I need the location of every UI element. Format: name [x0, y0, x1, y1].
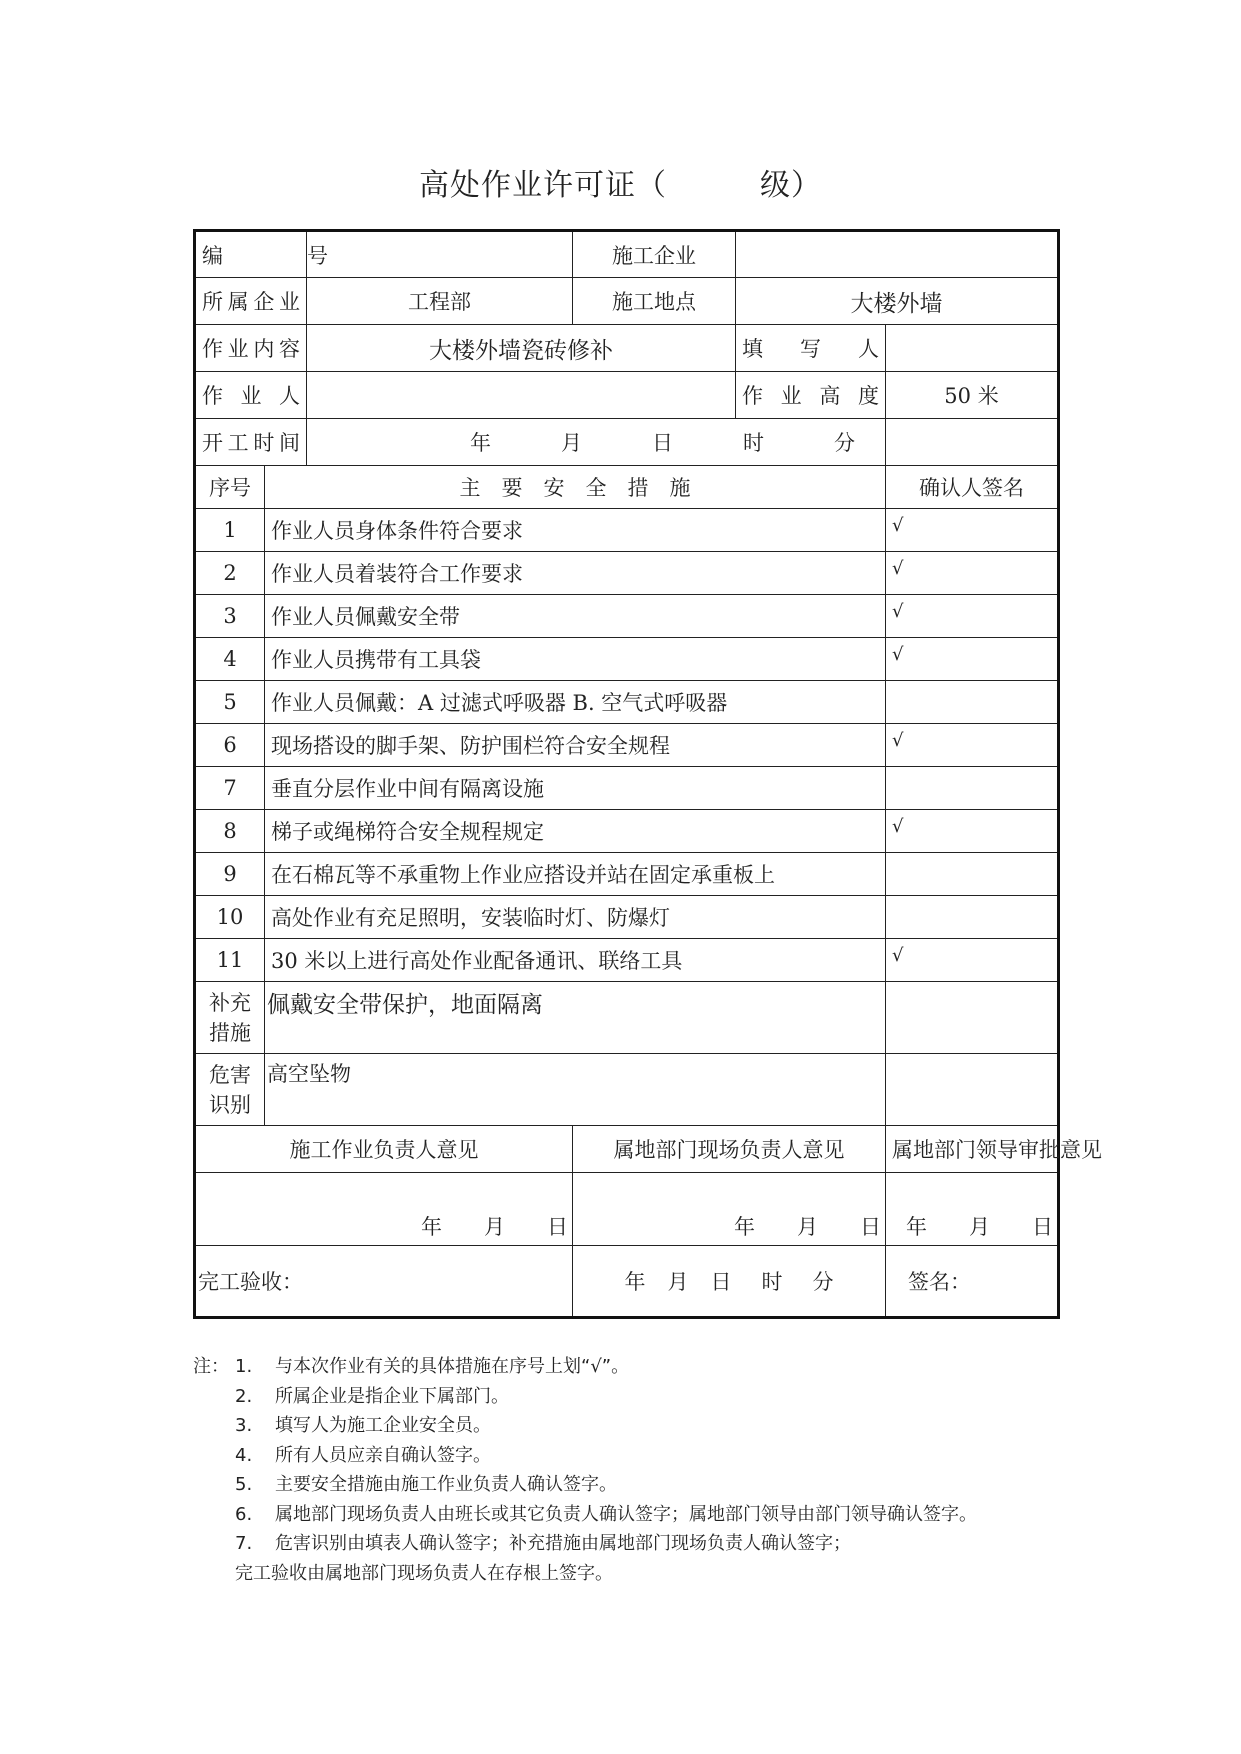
row-bianhao	[195, 231, 1059, 278]
shigong-didian-label: 施工地点	[573, 278, 736, 325]
supplement-text[interactable]: 佩戴安全带保护，地面隔离	[265, 982, 886, 1054]
notes-label: 注：	[193, 1356, 229, 1377]
note-item: 6. 属地部门现场负责人由班长或其它负责人确认签字；属地部门领导由部门领导确认签字。	[235, 1503, 977, 1525]
page-title: 高处作业许可证（ 级）	[419, 168, 822, 203]
measure-text: 梯子或绳梯符合安全规程规定	[265, 810, 886, 853]
confirm-signature-cell[interactable]: √	[886, 810, 1059, 853]
supplement-label: 补充 措施	[195, 982, 265, 1054]
note-item: 4. 所有人员应亲自确认签字。	[235, 1444, 491, 1466]
date-line: 年 月 日	[734, 1215, 881, 1239]
supplement-row	[195, 982, 1059, 1054]
confirm-signature-cell[interactable]: √	[886, 595, 1059, 638]
measure-row	[195, 681, 1059, 724]
measure-row	[195, 767, 1059, 810]
completion-row	[195, 1246, 1059, 1318]
opinions-sign-row	[195, 1173, 1059, 1246]
zuoye-gaodu-label: 作业高度	[736, 372, 886, 419]
measure-text: 垂直分层作业中间有隔离设施	[265, 767, 886, 810]
opinions-header-row	[195, 1126, 1059, 1173]
seq-header: 序号	[195, 466, 265, 509]
tianxieren-label: 填写人	[736, 325, 886, 372]
measure-text: 作业人员身体条件符合要求	[265, 509, 886, 552]
zuoye-gaodu-field[interactable]: 50 米	[886, 372, 1059, 419]
note-item: 注： 1. 与本次作业有关的具体措施在序号上划“√”。	[193, 1352, 977, 1382]
completion-time-field[interactable]: 年 月 日 时 分	[573, 1246, 886, 1318]
measure-no: 4	[195, 638, 265, 681]
confirm-signature-cell[interactable]	[886, 896, 1059, 939]
measure-row	[195, 853, 1059, 896]
opinion-lingdao-field[interactable]	[886, 1173, 1059, 1246]
hazard-row	[195, 1054, 1059, 1126]
opinion-xianchang-field[interactable]	[573, 1173, 886, 1246]
measure-row	[195, 896, 1059, 939]
measure-no: 2	[195, 552, 265, 595]
row-zuoye-neirong	[195, 325, 1059, 372]
permit-form-table	[193, 229, 1102, 1319]
confirm-signature-cell[interactable]: √	[886, 552, 1059, 595]
measure-no: 6	[195, 724, 265, 767]
row-kaigong-shijian	[195, 419, 1059, 466]
hazard-confirm-cell[interactable]	[886, 1054, 1059, 1126]
bianhao-field[interactable]	[307, 231, 573, 278]
confirm-signature-cell[interactable]: √	[886, 724, 1059, 767]
shigong-didian-field[interactable]: 大楼外墙	[736, 278, 1059, 325]
measure-row	[195, 810, 1059, 853]
shigong-qiye-field[interactable]	[736, 231, 1059, 278]
suoshu-qiye-field[interactable]: 工程部	[307, 278, 573, 325]
note-tail: 完工验收由属地部门现场负责人在存根上签字。	[235, 1562, 613, 1584]
kaigong-time-blank	[886, 419, 1059, 466]
opinion-shigong-field[interactable]	[195, 1173, 573, 1246]
confirm-signature-cell[interactable]	[886, 681, 1059, 724]
measure-no: 3	[195, 595, 265, 638]
measure-no: 10	[195, 896, 265, 939]
note-item: 5. 主要安全措施由施工作业负责人确认签字。	[235, 1474, 617, 1495]
suoshu-qiye-label: 所属企业	[195, 278, 307, 325]
measure-row	[195, 724, 1059, 767]
notes-section	[193, 1352, 977, 1588]
measure-text: 高处作业有充足照明，安装临时灯、防爆灯	[265, 896, 886, 939]
measure-no: 11	[195, 939, 265, 982]
completion-label: 完工验收：	[195, 1246, 573, 1318]
hazard-text[interactable]: 高空坠物	[265, 1054, 886, 1126]
measure-row	[195, 939, 1059, 982]
opinion-header-xianchang: 属地部门现场负责人意见	[573, 1126, 886, 1173]
measure-text: 现场搭设的脚手架、防护围栏符合安全规程	[265, 724, 886, 767]
measure-text: 作业人员佩戴安全带	[265, 595, 886, 638]
confirm-signature-cell[interactable]: √	[886, 638, 1059, 681]
confirm-header: 确认人签名	[886, 466, 1059, 509]
bianhao-label: 编 号	[195, 231, 307, 278]
supplement-confirm-cell[interactable]	[886, 982, 1059, 1054]
measure-no: 9	[195, 853, 265, 896]
measure-no: 7	[195, 767, 265, 810]
measure-no: 1	[195, 509, 265, 552]
zuoye-neirong-field[interactable]: 大楼外墙瓷砖修补	[307, 325, 736, 372]
measure-row	[195, 509, 1059, 552]
date-line: 年 月 日	[906, 1215, 1053, 1239]
hazard-label: 危害 识别	[195, 1054, 265, 1126]
row-zuoyeren	[195, 372, 1059, 419]
completion-sign-field[interactable]: 签名：	[886, 1246, 1059, 1318]
measure-text: 30 米以上进行高处作业配备通讯、联络工具	[265, 939, 886, 982]
shigong-qiye-label: 施工企业	[573, 231, 736, 278]
confirm-signature-cell[interactable]	[886, 767, 1059, 810]
zuoyeren-label: 作业人	[195, 372, 307, 419]
measure-no: 5	[195, 681, 265, 724]
note-item: 3. 填写人为施工企业安全员。	[235, 1415, 491, 1436]
measures-header-row	[195, 466, 1059, 509]
measure-text: 在石棉瓦等不承重物上作业应搭设并站在固定承重板上	[265, 853, 886, 896]
measure-text: 作业人员携带有工具袋	[265, 638, 886, 681]
date-line: 年 月 日	[421, 1215, 568, 1239]
measures-header: 主 要 安 全 措 施	[265, 466, 886, 509]
row-suoshu-qiye	[195, 278, 1059, 325]
note-item: 7. 危害识别由填表人确认签字；补充措施由属地部门现场负责人确认签字；	[235, 1533, 851, 1554]
note-item: 2. 所属企业是指企业下属部门。	[235, 1385, 509, 1407]
measure-text: 作业人员佩戴：A 过滤式呼吸器 B. 空气式呼吸器	[265, 681, 886, 724]
tianxieren-field[interactable]	[886, 325, 1059, 372]
confirm-signature-cell[interactable]: √	[886, 509, 1059, 552]
confirm-signature-cell[interactable]: √	[886, 939, 1059, 982]
zuoyeren-field[interactable]	[307, 372, 736, 419]
kaigong-time-field[interactable]: 年 月 日 时 分	[307, 419, 886, 466]
measure-row	[195, 638, 1059, 681]
measure-row	[195, 552, 1059, 595]
opinion-header-shigong: 施工作业负责人意见	[195, 1126, 573, 1173]
measure-text: 作业人员着装符合工作要求	[265, 552, 886, 595]
confirm-signature-cell[interactable]	[886, 853, 1059, 896]
zuoye-neirong-label: 作业内容	[195, 325, 307, 372]
measure-no: 8	[195, 810, 265, 853]
opinion-header-lingdao: 属地部门领导审批意见	[886, 1126, 1059, 1173]
kaigong-shijian-label: 开工时间	[195, 419, 307, 466]
measure-row	[195, 595, 1059, 638]
